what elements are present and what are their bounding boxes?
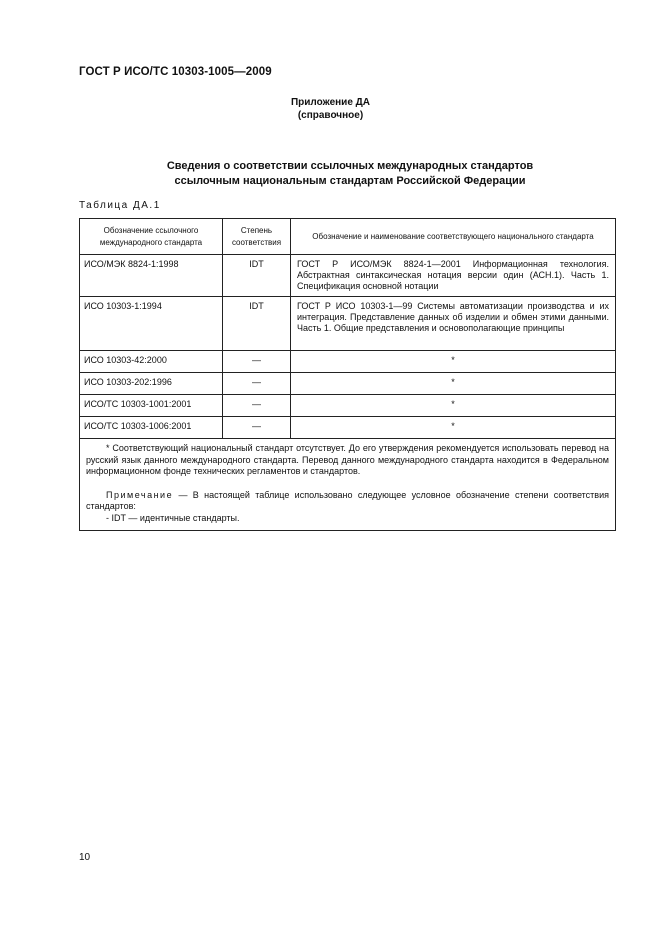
cell-degree: — <box>223 351 291 373</box>
cell-degree: — <box>223 395 291 417</box>
table-row <box>80 373 616 395</box>
standards-table <box>79 218 616 531</box>
table-row <box>80 395 616 417</box>
table-row <box>80 351 616 373</box>
section-heading-line-2: ссылочным национальным стандартам Российской Федерации <box>174 175 526 187</box>
appendix-subtitle: (справочное) <box>297 110 364 121</box>
section-heading-line-1: Сведения о соответствии ссылочных международных стандартов <box>166 160 534 172</box>
cell-national: ГОСТ Р ИСО 10303-1—99 Системы автоматизации производства и их интеграция. Представление данных об изделии и обмен этими данными. Часть 1. Общие представления и основополагающие принципы <box>291 297 616 351</box>
table-row <box>80 417 616 439</box>
note-item: - IDT — идентичные стандарты. <box>106 512 240 523</box>
table-row <box>80 297 616 351</box>
table-label: Таблица ДА.1 <box>79 200 161 211</box>
cell-intl: ИСО/МЭК 8824-1:1998 <box>80 255 223 297</box>
header-national-standard: Обозначение и наименование соответствующего национального стандарта <box>291 219 616 255</box>
note-label: Примечание <box>106 489 174 500</box>
cell-degree: IDT <box>223 297 291 351</box>
appendix-title: Приложение ДА <box>290 97 371 108</box>
cell-degree: IDT <box>223 255 291 297</box>
footnote: * Соответствующий национальный стандарт отсутствует. До его утверждения рекомендуется использовать перевод на русский язык данного международного стандарта. Перевод данного международного стандарта находится в Федеральном информационном фонде технических регламентов и стандартов. <box>86 443 609 476</box>
page-number: 10 <box>79 852 91 863</box>
cell-national: * <box>291 395 616 417</box>
cell-degree: — <box>223 417 291 439</box>
cell-national: ГОСТ Р ИСО/МЭК 8824-1—2001 Информационная технология. Абстрактная синтаксическая нотация версии один (АСН.1). Часть 1. Спецификация основной нотации <box>291 255 616 297</box>
table-notes <box>80 439 616 531</box>
cell-intl: ИСО 10303-42:2000 <box>80 351 223 373</box>
cell-national: * <box>291 373 616 395</box>
cell-intl: ИСО 10303-202:1996 <box>80 373 223 395</box>
table-header-row <box>80 219 616 255</box>
note <box>86 490 609 513</box>
note-text: — В настоящей таблице использовано следующее условное обозначение степени соответствия стандартов: <box>86 489 609 511</box>
header-intl-standard: Обозначение ссылочного международного стандарта <box>80 219 223 255</box>
cell-national: * <box>291 351 616 373</box>
cell-intl: ИСО 10303-1:1994 <box>80 297 223 351</box>
cell-intl: ИСО/ТС 10303-1001:2001 <box>80 395 223 417</box>
table-row <box>80 255 616 297</box>
table-notes-row <box>80 439 616 531</box>
cell-intl: ИСО/ТС 10303-1006:2001 <box>80 417 223 439</box>
cell-national: * <box>291 417 616 439</box>
document-header: ГОСТ Р ИСО/ТС 10303-1005—2009 <box>79 66 272 78</box>
header-degree: Степень соответствия <box>223 219 291 255</box>
cell-degree: — <box>223 373 291 395</box>
section-heading <box>100 159 600 189</box>
